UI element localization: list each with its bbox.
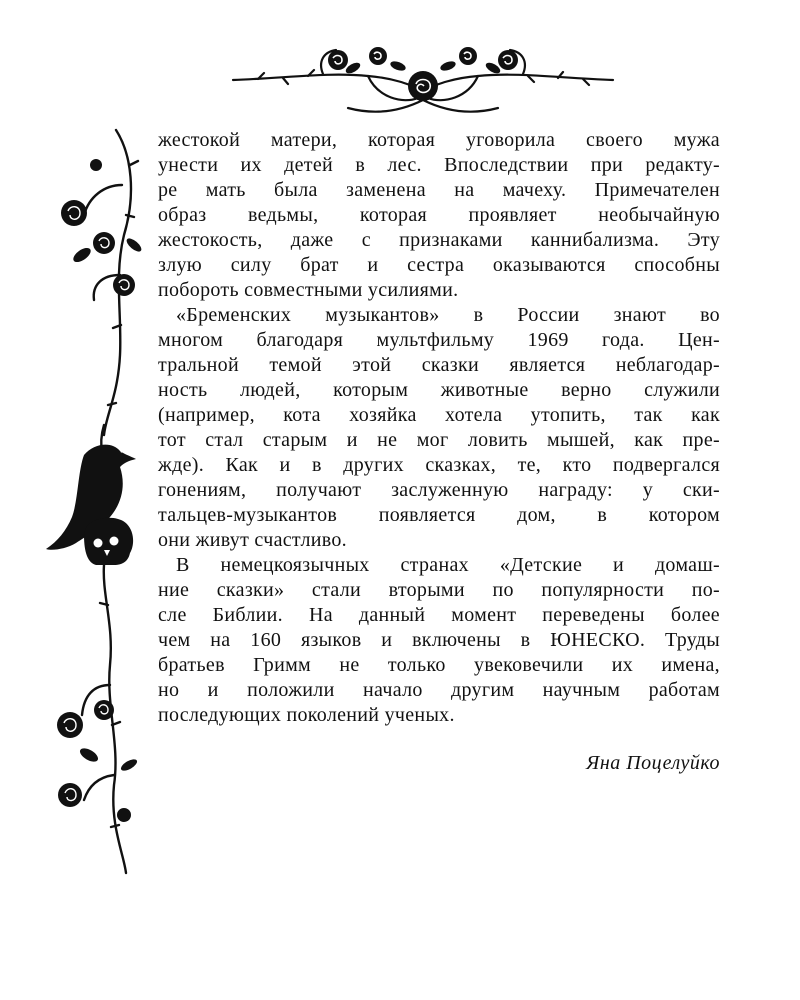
text-line: гонениям, получают заслуженную награду: у ски- [158,479,720,501]
text-line: тальцев-музыкантов появляется дом, в котором [158,504,720,526]
text-line: унести их детей в лес. Впоследствии при редакту- [158,154,720,176]
author-signature: Яна Поцелуйко [586,752,720,774]
text-line: (например, кота хозяйка хотела утопить, так как [158,404,720,426]
text-line: братьев Гримм не только увековечили их имена, [158,654,720,676]
text-line: жестокость, даже с признаками каннибализма. Эту [158,229,720,251]
text-line: но и положили начало другим научным работам [158,679,720,701]
article-body [158,128,720,728]
text-line: тот стал старым и не мог ловить мышей, как пре- [158,429,720,451]
text-line: В немецкоязычных странах «Детские и домаш- [176,554,720,576]
text-line: многом благодаря мультфильму 1969 года. Цен- [158,329,720,351]
text-line: они живут счастливо. [158,529,347,551]
text-line: жде). Как и в других сказках, те, кто подвергался [158,454,720,476]
text-line: «Бременских музыкантов» в России знают во [176,304,720,326]
text-line: образ ведьмы, которая проявляет необычайную [158,204,720,226]
text-line: злую силу брат и сестра оказываются способны [158,254,720,276]
text-line: ре мать была заменена на мачеху. Примечателен [158,179,720,201]
text-line: последующих поколений ученых. [158,704,455,726]
text-line: сле Библии. На данный момент переведены более [158,604,720,626]
text-line: чем на 160 языков и включены в ЮНЕСКО. Труды [158,629,720,651]
text-line: побороть совместными усилиями. [158,279,459,301]
text-line: тральной темой этой сказки является неблагодар- [158,354,720,376]
top-rose-vine-ornament [228,38,618,116]
side-raven-rose-ornament [44,125,144,875]
text-line: жестокой матери, которая уговорила своего мужа [158,129,720,151]
text-line: ность людей, которым животные верно служили [158,379,720,401]
text-line: ние сказки» стали вторыми по популярности по- [158,579,720,601]
